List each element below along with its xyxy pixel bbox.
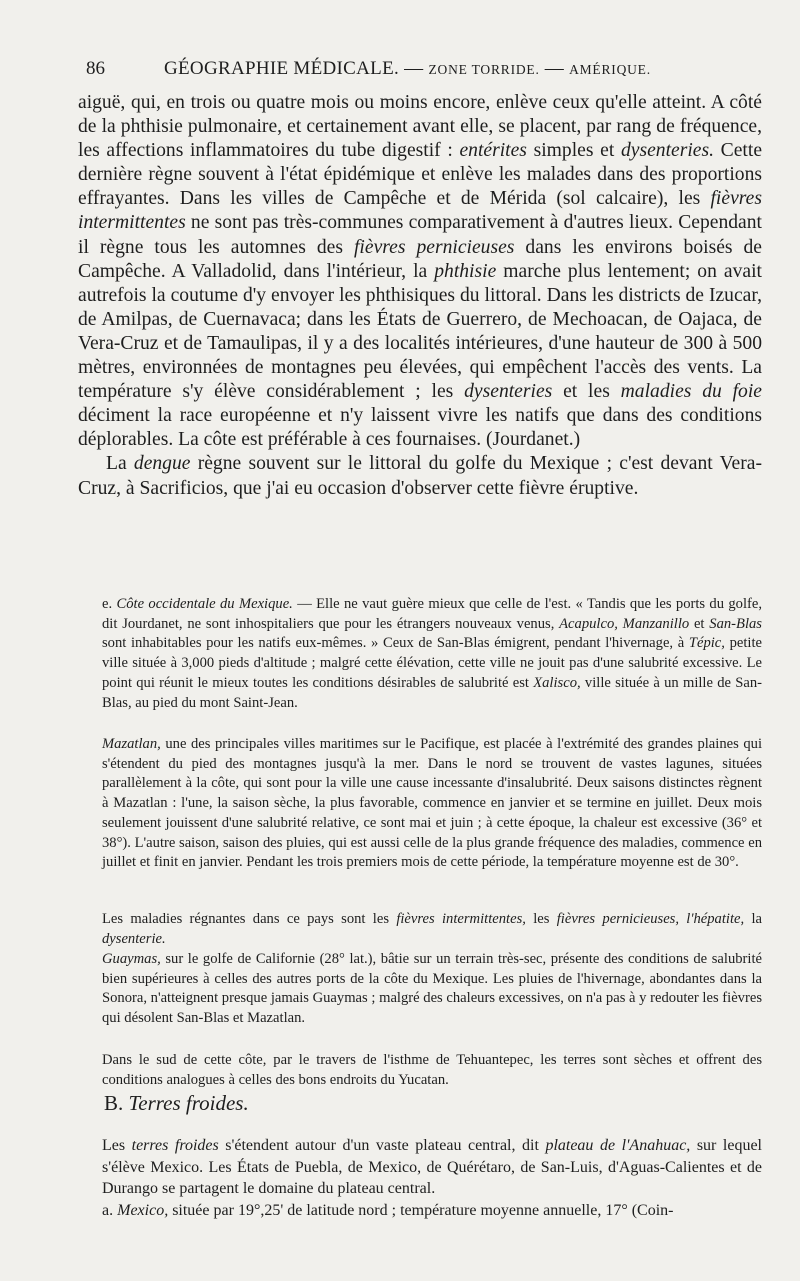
book-title: GÉOGRAPHIE MÉDICALE.	[164, 58, 400, 79]
paragraph-diseases: Les maladies régnantes dans ce pays sont les fièvres intermittentes, les fièvres pernicieuses, l'hépatite, la dysenterie.	[102, 911, 762, 947]
region-label: AMÉRIQUE.	[569, 62, 651, 77]
header-dash: —	[404, 58, 424, 79]
section-letter: B.	[104, 1091, 124, 1115]
page-number: 86	[86, 58, 105, 79]
section-title: Terres froides.	[128, 1091, 249, 1115]
running-header	[78, 58, 762, 84]
zone-label: ZONE TORRIDE.	[428, 62, 540, 77]
paragraph-south-coast: Dans le sud de cette côte, par le travers de l'isthme de Tehuantepec, les terres sont sèches et offrent des conditions analogues à celles des bons endroits du Yucatan.	[102, 1052, 762, 1088]
paragraph-west-coast: e. Côte occidentale du Mexique. — Elle ne vaut guère mieux que celle de l'est. « Tandis que les ports du golfe, dit Jourdanet, ne sont inhospitaliers que pour les étrangers nouveaux venus, Acapulco, Manzanillo et San-Blas sont inhabitables pour les natifs eux-mêmes. » Ceux de San-Blas émigrent, pendant l'hivernage, à Tépic, petite ville située à 3,000 pieds d'altitude ; malgré cette élévation, cette ville ne jouit pas d'une salubrité excessive. Le point qui réunit le mieux toutes les conditions désirables de salubrité est Xalisco, ville située à un mille de San-Blas, au pied du mont Saint-Jean.	[102, 596, 763, 711]
paragraph-mazatlan: Mazatlan, une des principales villes maritimes sur le Pacifique, est placée à l'extrémité des grandes plaines qui s'étendent du pied des montagnes jusqu'à la mer. Dans le nord se trouvent de vastes lagunes, situées parallèlement à la côte, qui sont pour la ville une cause incessante d'insalubrité. Deux saisons distinctes règnent à Mazatlan : l'une, la saison sèche, la plus favorable, commence en janvier et se termine en juillet. Deux mois seulement jouissent d'une salubrité relative, ce sont mai et juin ; à cette époque, la chaleur est excessive (36° et 38°). L'autre saison, saison des pluies, qui est aussi celle de la plus grande fréquence des maladies, commence en juillet et finit en janvier. Pendant les trois premiers mois de cette période, la température moyenne est de 30°.	[102, 736, 762, 871]
main-text	[78, 91, 762, 501]
paragraph-guaymas: Guaymas, sur le golfe de Californie (28° lat.), bâtie sur un terrain très-sec, présente des conditions de salubrité bien supérieures à celles des autres ports de la côte du Mexique. Les pluies de l'hivernage, abondantes dans la Sonora, n'atteignent presque jamais Guaymas ; malgré des chaleurs excessives, on n'a pas à y redouter les fièvres qui désolent San-Blas et Mazatlan.	[102, 951, 762, 1027]
paragraph-terres-froides: Les terres froides s'étendent autour d'un vaste plateau central, dit plateau de l'Anahuac, sur lequel s'élève Mexico. Les États de Puebla, de Mexico, de Quérétaro, de San-Luis, d'Aguas-Calientes et de Durango se partagent le domaine du plateau central. a. Mexico, située par 19°,25' de latitude nord ; température moyenne annuelle, 17° (Coin-	[102, 1137, 762, 1219]
running-title	[164, 58, 651, 80]
paragraph: aiguë, qui, en trois ou quatre mois ou moins encore, enlève ceux qu'elle atteint. A côté de la phthisie pulmonaire, et certainement avant elle, se placent, par rang de fréquence, les affections inflammatoires du tube digestif : entérites simples et dysenteries. Cette dernière règne souvent à l'état épidémique et enlève les malades dans des proportions effrayantes. Dans les villes de Campêche et de Mérida (sol calcaire), les fièvres intermittentes ne sont pas très-communes comparativement à d'autres lieux. Cependant il règne tous les automnes des fièvres pernicieuses dans les environs boisés de Campêche. A Valladolid, dans l'intérieur, la phthisie marche plus lentement; on avait autrefois la coutume d'y envoyer les phthisiques du littoral. Dans les districts de Izucar, de Amilpas, de Cuernavaca; dans les États de Guerrero, de Mechoacan, de Oajaca, de Vera-Cruz et de Tamaulipas, il y a des localités intérieures, d'une hauteur de 300 à 500 mètres, environnées de montagnes peu élevées, qui empêchent l'accès des vents. La température s'y élève considérablement ; les dysenteries et les maladies du foie déciment la race européenne et n'y laissent vivre les natifs que dans des conditions déplorables. La côte est préférable à ces fournaises. (Jourdanet.)	[78, 92, 763, 451]
header-dash: —	[544, 58, 565, 79]
paragraph: La dengue règne souvent sur le littoral du golfe du Mexique ; c'est devant Vera-Cruz, à Sacrificios, que j'ai eu occasion d'observer cette fièvre éruptive.	[78, 453, 762, 499]
